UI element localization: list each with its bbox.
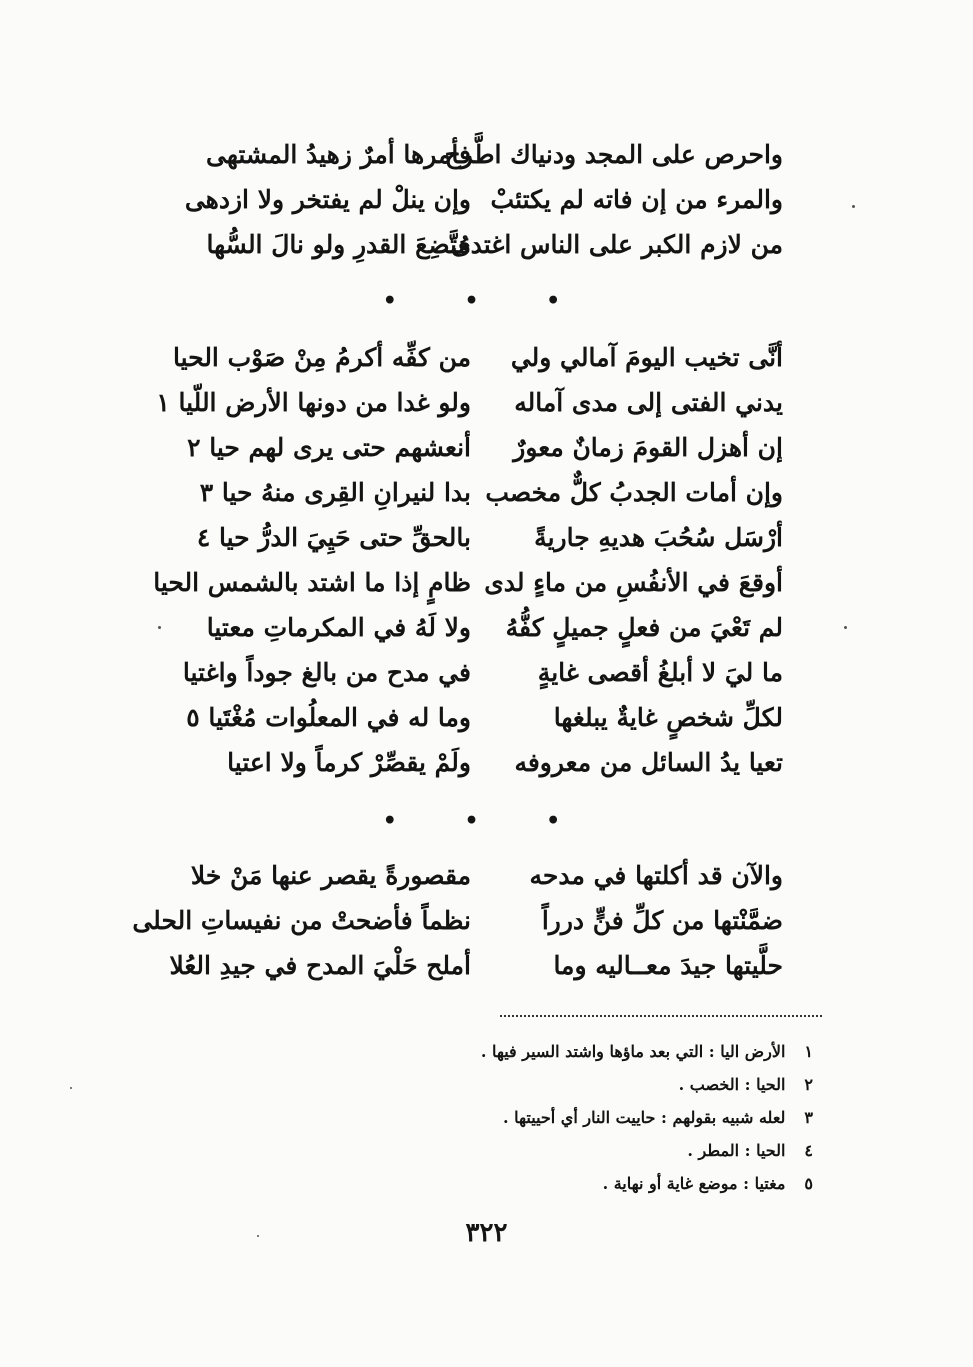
verse-first-hemistich: من لازم الكبر على الناس اغتدى [451,230,783,259]
verse [183,425,783,470]
footnote-number: ٣ [804,1108,813,1127]
verse-second-hemistich: ظامٍ إذا ما اشتد بالشمس الحيا [153,568,471,597]
verse [132,898,783,943]
paper-speck [70,1087,72,1089]
verse [183,605,783,650]
verse [183,853,783,898]
verse-second-hemistich: ولَمْ يقصِّرْ كرماً ولا اعتيا [227,748,471,777]
verse-first-hemistich: لكلِّ شخصٍ غايةٌ يبلغها [553,703,783,732]
footnote [481,1134,813,1167]
verse-first-hemistich: والآن قد أكلتها في مدحه [529,861,783,890]
verse [183,132,783,177]
footnotes [481,1035,813,1200]
verse [183,177,783,222]
verse-second-hemistich: وإن ينلْ لم يفتخر ولا ازدهى [184,185,471,214]
footnote-number: ٤ [804,1141,813,1160]
verse-first-hemistich: يدني الفتى إلى مدى آماله [514,388,783,417]
footnote-text: لعله شبيه بقولهم : حاييت النار أي أحييتها . [503,1108,786,1127]
verse-first-hemistich: وإن أمات الجدبُ كلٌّ مخصب [485,478,783,507]
verse-first-hemistich: والمرء من إن فاته لم يكتئبْ [490,185,783,214]
verse-second-hemistich: مُتَّضِعَ القدرِ ولو نالَ السُّها [206,230,471,259]
footnote [481,1068,813,1101]
paper-speck [257,1235,259,1237]
verse-second-hemistich: فأمرها أمرٌ زهيدُ المشتهى [206,140,471,169]
poem-section-3 [132,853,783,988]
verse-second-hemistich: وما له في المعلُوات مُغْتَيا ٥ [186,703,471,732]
verse [183,650,783,695]
verse [183,470,783,515]
verse-second-hemistich: نظماً فأضحتْ من نفيساتِ الحلى [132,906,471,935]
footnote-number: ٢ [804,1075,813,1094]
verse [183,222,783,267]
verse-first-hemistich: تعيا يدُ السائل من معروفه [514,748,783,777]
verse [169,943,783,988]
footnote [481,1167,813,1200]
footnote-text: مغتيا : موضع غاية أو نهاية . [602,1174,786,1193]
footnote-number: ٥ [804,1174,813,1193]
verse-first-hemistich: إن أهزل القومَ زمانٌ معورٌ [513,433,783,462]
section-separator: • • • [382,288,591,314]
footnote-text: الحيا : المطر . [687,1141,786,1160]
verse-first-hemistich: واحرص على المجد ودنياك اطَّرح [444,140,783,169]
verse [173,335,783,380]
footnote-text: الأرض اليا : التي بعد ماؤها واشتد السير فيها . [480,1042,786,1061]
verse-second-hemistich: في مدح من بالغ جوداً واغتيا [182,658,471,687]
verse [183,695,783,740]
verse-first-hemistich: لم تَعْيَ من فعلٍ جميلٍ كفُّهُ [505,613,783,642]
verse-second-hemistich: أنعشهم حتى يرى لهم حيا ٢ [187,433,471,462]
verse-first-hemistich: حلَّيتها جيدَ معــاليه وما [553,951,783,980]
paper-speck [158,626,161,629]
verse-first-hemistich: أرْسَل سُحُبَ هديهِ جاريةً [534,523,783,552]
verse-first-hemistich: أنَّى تخيب اليومَ آمالي ولي [510,343,783,372]
paper-speck [844,626,847,629]
verse [156,380,783,425]
verse-second-hemistich: بدا لنيرانِ القِرى منهُ حيا ٣ [199,478,471,507]
footnote-divider [500,1015,822,1017]
section-separator: • • • [382,808,591,834]
verse-first-hemistich: ضمَّنْتها من كلِّ فنٍّ درراً [541,906,783,935]
page-number: ٣٢٢ [465,1218,508,1248]
verse-second-hemistich: مقصورةً يقصر عنها مَنْ خلا [190,861,471,890]
paper-speck [852,205,855,208]
verse-second-hemistich: ولو غدا من دونها الأرض اللّيا ١ [156,388,471,417]
verse [183,740,783,785]
footnote [481,1035,813,1068]
verse-second-hemistich: ولا لَهُ في المكرماتِ معتيا [206,613,471,642]
verse-second-hemistich: بالحقِّ حتى حَيِيَ الدرُّ حيا ٤ [196,523,471,552]
footnote [481,1101,813,1134]
verse [153,560,783,605]
verse [183,515,783,560]
poem-section-2 [153,335,783,785]
verse-first-hemistich: ما ليَ لا أبلغُ أقصى غايةٍ [537,658,783,687]
verse-second-hemistich: أملح حَلْيَ المدح في جيدِ العُلا [169,951,471,980]
footnote-number: ١ [804,1042,813,1061]
verse-first-hemistich: أوقعَ في الأنفُسِ من ماءٍ لدى [484,568,783,597]
verse-second-hemistich: من كفِّه أكرمُ مِنْ صَوْب الحيا [173,343,471,372]
poem-section-1 [183,132,783,267]
footnote-text: الحيا : الخصب . [678,1075,786,1094]
